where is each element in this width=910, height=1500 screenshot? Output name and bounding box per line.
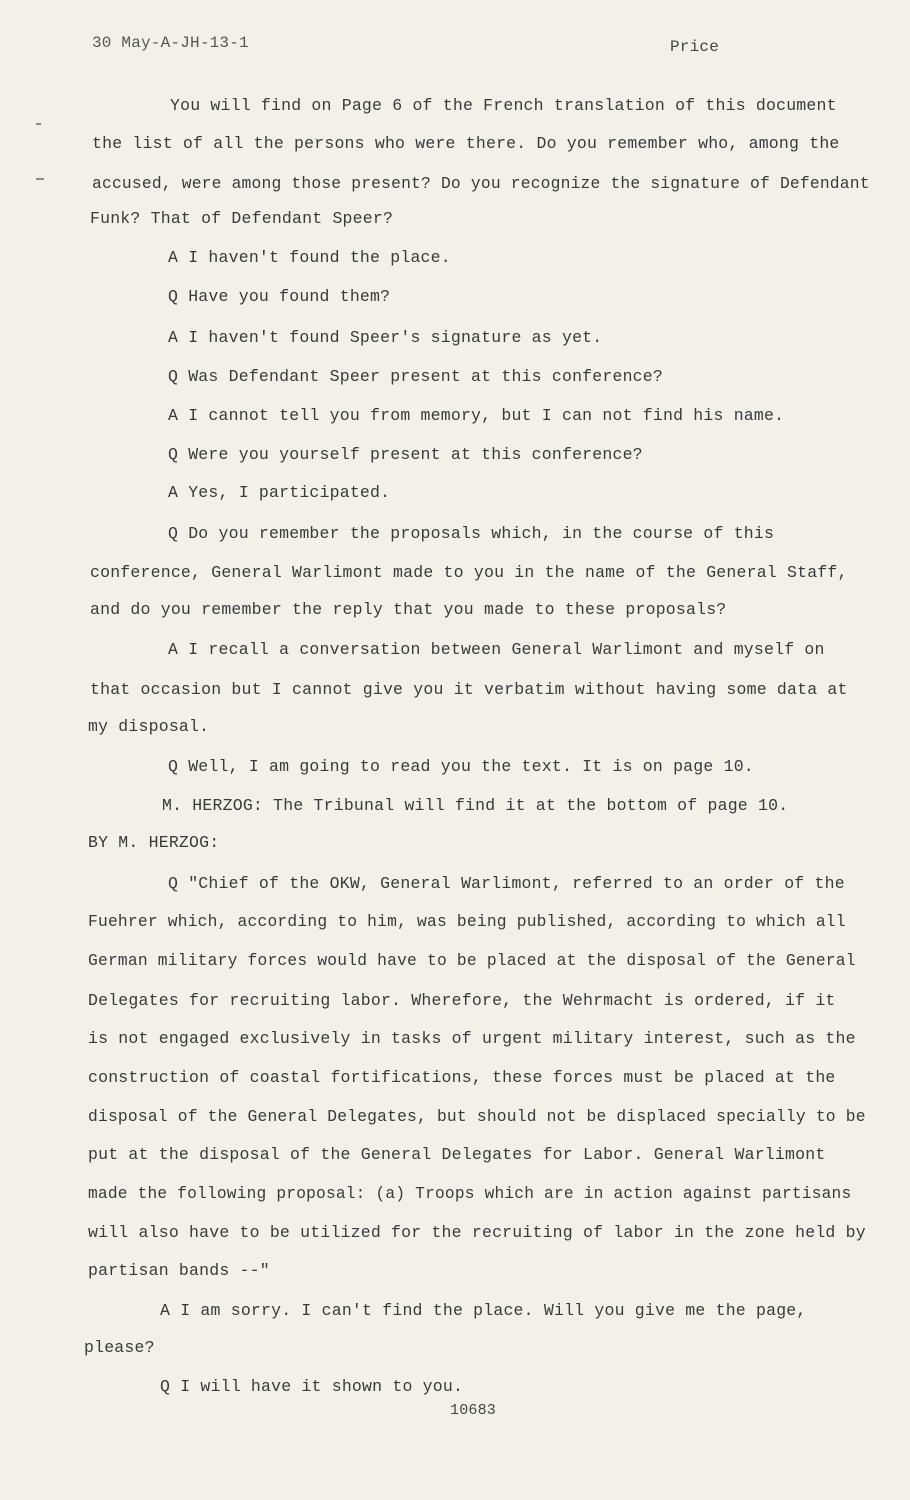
text-line: German military forces would have to be placed at the disposal of the General <box>88 951 856 970</box>
page-number: 10683 <box>450 1402 497 1419</box>
text-line: put at the disposal of the General Delegates for Labor. General Warlimont <box>88 1145 826 1164</box>
text-line: Funk? That of Defendant Speer? <box>90 209 394 228</box>
text-line: please? <box>84 1338 155 1357</box>
text-line: construction of coastal fortifications, these forces must be placed at the <box>88 1068 836 1087</box>
text-line: accused, were among those present? Do you recognize the signature of Defendant <box>92 174 870 193</box>
text-line: Q Have you found them? <box>168 287 391 306</box>
text-line: You will find on Page 6 of the French translation of this document <box>170 96 837 115</box>
text-line: Q Do you remember the proposals which, in the course of this <box>168 524 775 543</box>
text-line: partisan bands --" <box>88 1261 270 1280</box>
document-id: 30 May-A-JH-13-1 <box>92 34 249 52</box>
text-line: conference, General Warlimont made to you in the name of the General Staff, <box>90 563 848 582</box>
text-line: my disposal. <box>88 717 210 736</box>
text-line: Q "Chief of the OKW, General Warlimont, referred to an order of the <box>168 874 845 893</box>
text-line: the list of all the persons who were there. Do you remember who, among the <box>92 134 840 153</box>
text-line: A I haven't found Speer's signature as yet. <box>168 328 603 347</box>
text-line: A Yes, I participated. <box>168 483 391 502</box>
margin-mark <box>36 178 44 180</box>
text-line: BY M. HERZOG: <box>88 833 220 852</box>
text-line: Q Was Defendant Speer present at this conference? <box>168 367 663 386</box>
text-line: A I cannot tell you from memory, but I can not find his name. <box>168 406 785 425</box>
text-line: made the following proposal: (a) Troops which are in action against partisans <box>88 1185 852 1203</box>
text-line: will also have to be utilized for the recruiting of labor in the zone held by <box>88 1223 866 1242</box>
text-line: disposal of the General Delegates, but should not be displaced specially to be <box>88 1107 866 1126</box>
text-line: is not engaged exclusively in tasks of urgent military interest, such as the <box>88 1029 856 1048</box>
text-line: Fuehrer which, according to him, was being published, according to which all <box>88 912 846 931</box>
text-line: Q Were you yourself present at this conference? <box>168 445 643 464</box>
text-line: that occasion but I cannot give you it verbatim without having some data at <box>90 680 848 699</box>
text-line: Q Well, I am going to read you the text. It is on page 10. <box>168 757 754 776</box>
text-line: A I am sorry. I can't find the place. Will you give me the page, <box>160 1301 807 1320</box>
text-line: Delegates for recruiting labor. Wherefore, the Wehrmacht is ordered, if it <box>88 991 836 1010</box>
text-line: M. HERZOG: The Tribunal will find it at the bottom of page 10. <box>162 796 789 815</box>
text-line: A I haven't found the place. <box>168 248 451 267</box>
text-line: Q I will have it shown to you. <box>160 1377 464 1396</box>
text-line: and do you remember the reply that you made to these proposals? <box>90 600 727 619</box>
margin-mark <box>36 123 41 125</box>
text-line: A I recall a conversation between General Warlimont and myself on <box>168 640 825 659</box>
witness-name: Price <box>670 38 720 56</box>
